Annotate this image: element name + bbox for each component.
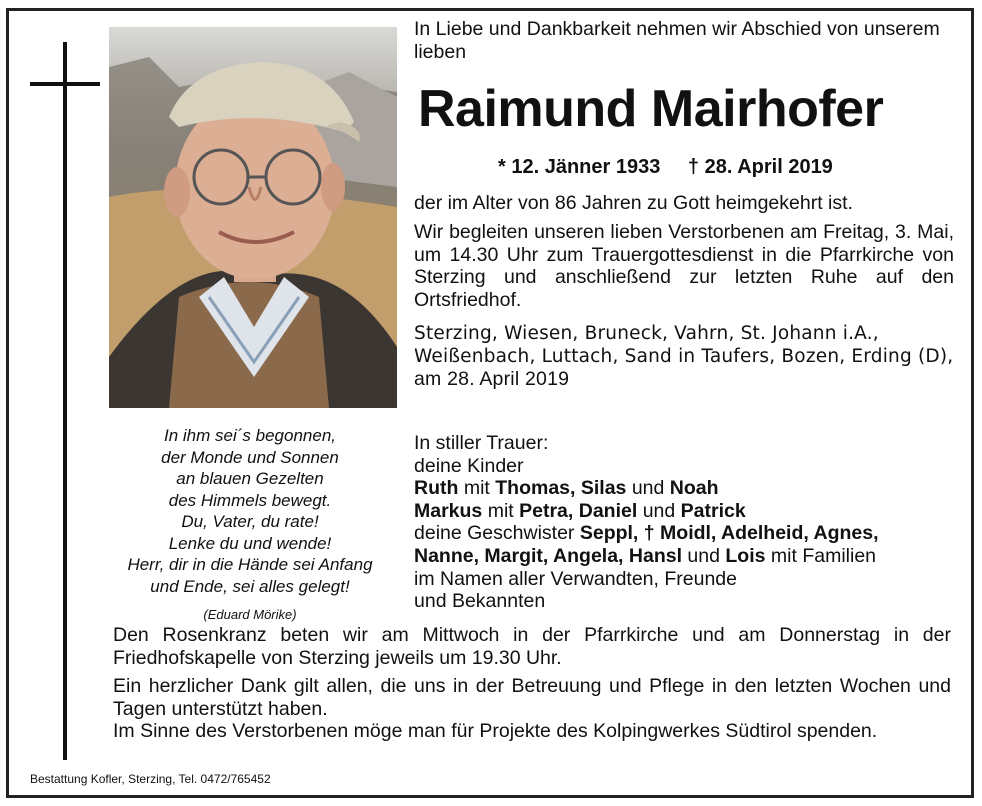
places-block [414,323,954,392]
mourner-name: Lois [725,544,766,567]
life-dates [498,155,855,179]
poem-line: Du, Vater, du rate! [181,512,319,531]
siblings-label: deine Geschwister [414,522,575,545]
mourner-name: Noah [669,477,719,500]
mourner-line-siblings [414,522,954,545]
mourner-name: Thomas, Silas [495,477,627,500]
mourner-line-ruth [414,477,954,500]
age-line: der im Alter von 86 Jahren zu Gott heimgekehrt ist. [414,192,853,214]
mourner-name: Markus [414,499,483,522]
cross-icon-bar [30,82,100,86]
mourners-block [414,432,954,613]
mourner-line-siblings-2 [414,545,954,568]
funeral-service-text: Wir begleiten unseren lieben Verstorbenen am Freitag, 3. Mai, um 14.30 Uhr zum Trauergottesdienst in die Pfarrkirche von Sterzing und anschließend zur letzten Ruhe auf den Ortsfriedhof. [414,221,954,311]
connector-text: und [642,499,676,522]
poem-line: und Ende, sei alles gelegt! [150,576,350,596]
connector-text: und [631,477,665,500]
memorial-poem [100,425,400,626]
mourners-heading: In stiller Trauer: [414,432,549,454]
connector-text: mit Familien [770,544,877,567]
mourner-name: Patrick [680,499,746,522]
funeral-home-footer: Bestattung Kofler, Sterzing, Tel. 0472/765452 [30,772,271,786]
rosary-text: Den Rosenkranz beten wir am Mittwoch in der Pfarrkirche und am Donnerstag in der Friedhofskapelle von Sterzing jeweils um 19.30 Uhr. [113,624,951,669]
deceased-name: Raimund Mairhofer [418,80,884,138]
poem-author: (Eduard Mörike) [203,607,297,622]
children-label: deine Kinder [414,454,524,477]
portrait-photo [109,27,397,408]
death-date: † 28. April 2019 [687,156,833,178]
poem-line: Lenke du und wende! [168,533,332,553]
acquaintances-line: und Bekannten [414,590,546,613]
connector-text: mit [463,477,490,500]
cross-icon [63,42,67,760]
mourner-line-markus [414,500,954,523]
mourner-name: Nanne, Margit, Angela, Hansl [414,544,682,567]
poem-line: an blauen Gezelten [176,469,324,488]
relatives-line: im Namen aller Verwandten, Freunde [414,567,737,590]
place-date: am 28. April 2019 [414,368,570,390]
poem-line: der Monde und Sonnen [161,447,339,467]
thanks-text: Ein herzlicher Dank gilt allen, die uns in der Betreuung und Pflege in den letzten Wochen und Tagen unterstützt haben. [113,675,951,720]
donation-text: Im Sinne des Verstorbenen möge man für Projekte des Kolpingwerkes Südtirol spenden. [113,720,878,742]
mourner-name: Ruth [414,477,459,500]
connector-text: mit [487,499,514,522]
portrait-illustration [109,27,397,408]
places-list: Sterzing, Wiesen, Bruneck, Vahrn, St. Johann i.A., Weißenbach, Luttach, Sand in Taufers, Bozen, Erding (D), [414,323,954,367]
birth-date: * 12. Jänner 1933 [498,156,661,178]
mourner-name: Petra, Daniel [519,499,638,522]
poem-line: des Himmels bewegt. [168,490,332,510]
poem-line: Herr, dir in die Hände sei Anfang [127,555,373,574]
intro-text: In Liebe und Dankbarkeit nehmen wir Abschied von unserem lieben [414,18,940,63]
mourner-name: Seppl, † Moidl, Adelheid, Agnes, [579,522,879,545]
connector-text: und [687,544,720,567]
poem-line: In ihm sei´s begonnen, [164,426,336,445]
